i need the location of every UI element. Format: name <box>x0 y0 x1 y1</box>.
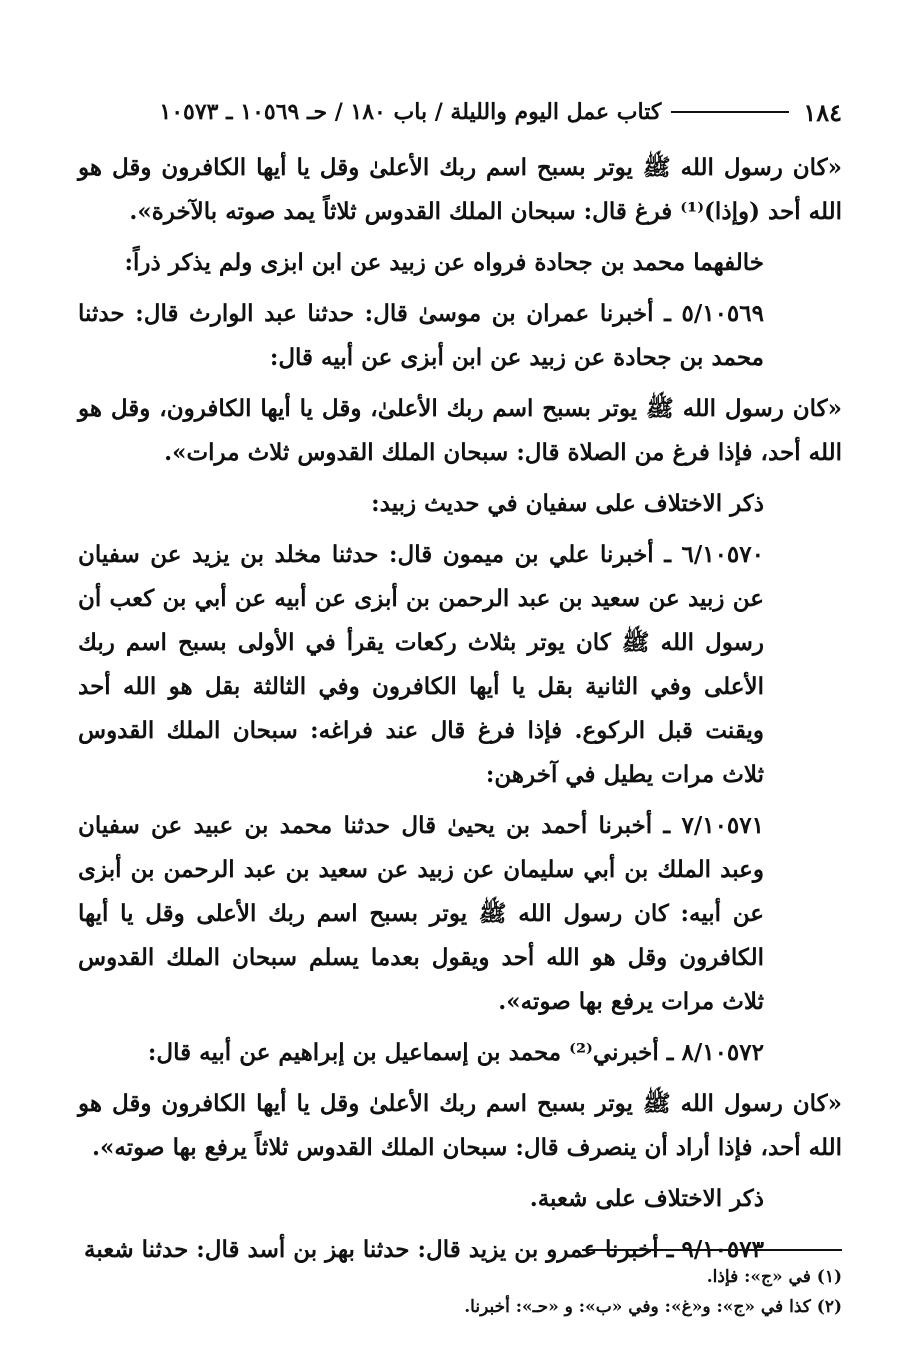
footnote-rule <box>582 1249 842 1251</box>
footnote-2: (٢) كذا في «ج»: و«غ»: وفي «ب»: و «حـ»: أخبرنا. <box>464 1297 842 1317</box>
hadith-10573: ٩/١٠٥٧٣ ـ أخبرنا عمرو بن يزيد قال: حدثنا بهز بن أسد قال: حدثنا شعبة <box>84 1236 764 1263</box>
hadith-10570: ٦/١٠٥٧٠ ـ أخبرنا علي بن ميمون قال: حدثنا مخلد بن يزيد عن سفيان عن زبيد عن سعيد بن عبد الرحمن بن أبزى عن أبيه عن أبي بن كعب أن رسول الله ﷺ كان يوتر بثلاث ركعات يقرأ في الأولى بسبح اسم ربك الأعلى وفي الثانية بقل يا أيها الكافرون وفي الثالثة بقل هو الله أحد ويقنت قبل الركوع. فإذا فرغ قال عند فراغه: سبحان الملك القدوس ثلاث مرات يطيل في آخرهن: <box>78 541 764 788</box>
hadith-10569: ٥/١٠٥٦٩ ـ أخبرنا عمران بن موسىٰ قال: حدثنا عبد الوارث قال: حدثنا محمد بن جحادة عن زبيد عن ابن أبزى عن أبيه قال: <box>78 300 764 371</box>
paragraph-quote-1: «كان رسول الله ﷺ يوتر بسبح اسم ربك الأعلىٰ وقل يا أيها الكافرون وقل هو الله أحد (وإذا)⁽¹⁾ فرغ قال: سبحان الملك القدوس ثلاثاً يمد صوته بالآخرة». <box>78 154 842 225</box>
paragraph-quote-2: «كان رسول الله ﷺ يوتر بسبح اسم ربك الأعلىٰ، وقل يا أيها الكافرون، وقل هو الله أحد، فإذا فرغ من الصلاة قال: سبحان الملك القدوس ثلاث مرات». <box>78 395 842 466</box>
running-header <box>78 92 842 132</box>
main-text <box>78 146 842 1279</box>
running-title: كتاب عمل اليوم والليلة / باب ١٨٠ / حـ ١٠٥٦٩ ـ ١٠٥٧٣ <box>159 99 662 125</box>
paragraph-note-1: خالفهما محمد بن جحادة فرواه عن زبيد عن ابن ابزى ولم يذكر ذراً: <box>124 249 764 276</box>
hadith-10572: ٨/١٠٥٧٢ ـ أخبرني⁽²⁾ محمد بن إسماعيل بن إبراهيم عن أبيه قال: <box>147 1039 764 1066</box>
hadith-10571: ٧/١٠٥٧١ ـ أخبرنا أحمد بن يحيىٰ قال حدثنا محمد بن عبيد عن سفيان وعبد الملك بن أبي سليمان عن زبيد عن سعيد بن عبد الرحمن بن أبزى عن أبيه: كان رسول الله ﷺ يوتر بسبح اسم ربك الأعلى وقل يا أيها الكافرون وقل هو الله أحد ويقول بعدما يسلم سبحان الملك القدوس ثلاث مرات يرفع بها صوته». <box>78 812 764 1015</box>
paragraph-quote-3: «كان رسول الله ﷺ يوتر بسبح اسم ربك الأعلىٰ وقل يا أيها الكافرون وقل هو الله أحد، فإذا أراد أن ينصرف قال: سبحان الملك القدوس ثلاثاً يرفع بها صوته». <box>78 1090 842 1161</box>
section-heading-shuba: ذكر الاختلاف على شعبة. <box>529 1185 764 1212</box>
page-number: ١٨٤ <box>803 97 842 127</box>
header-rule <box>671 111 789 113</box>
section-heading-sufyan: ذكر الاختلاف على سفيان في حديث زبيد: <box>371 490 764 517</box>
footnotes <box>78 1262 842 1322</box>
footnote-1: (١) في «ج»: فإذا. <box>706 1267 842 1287</box>
